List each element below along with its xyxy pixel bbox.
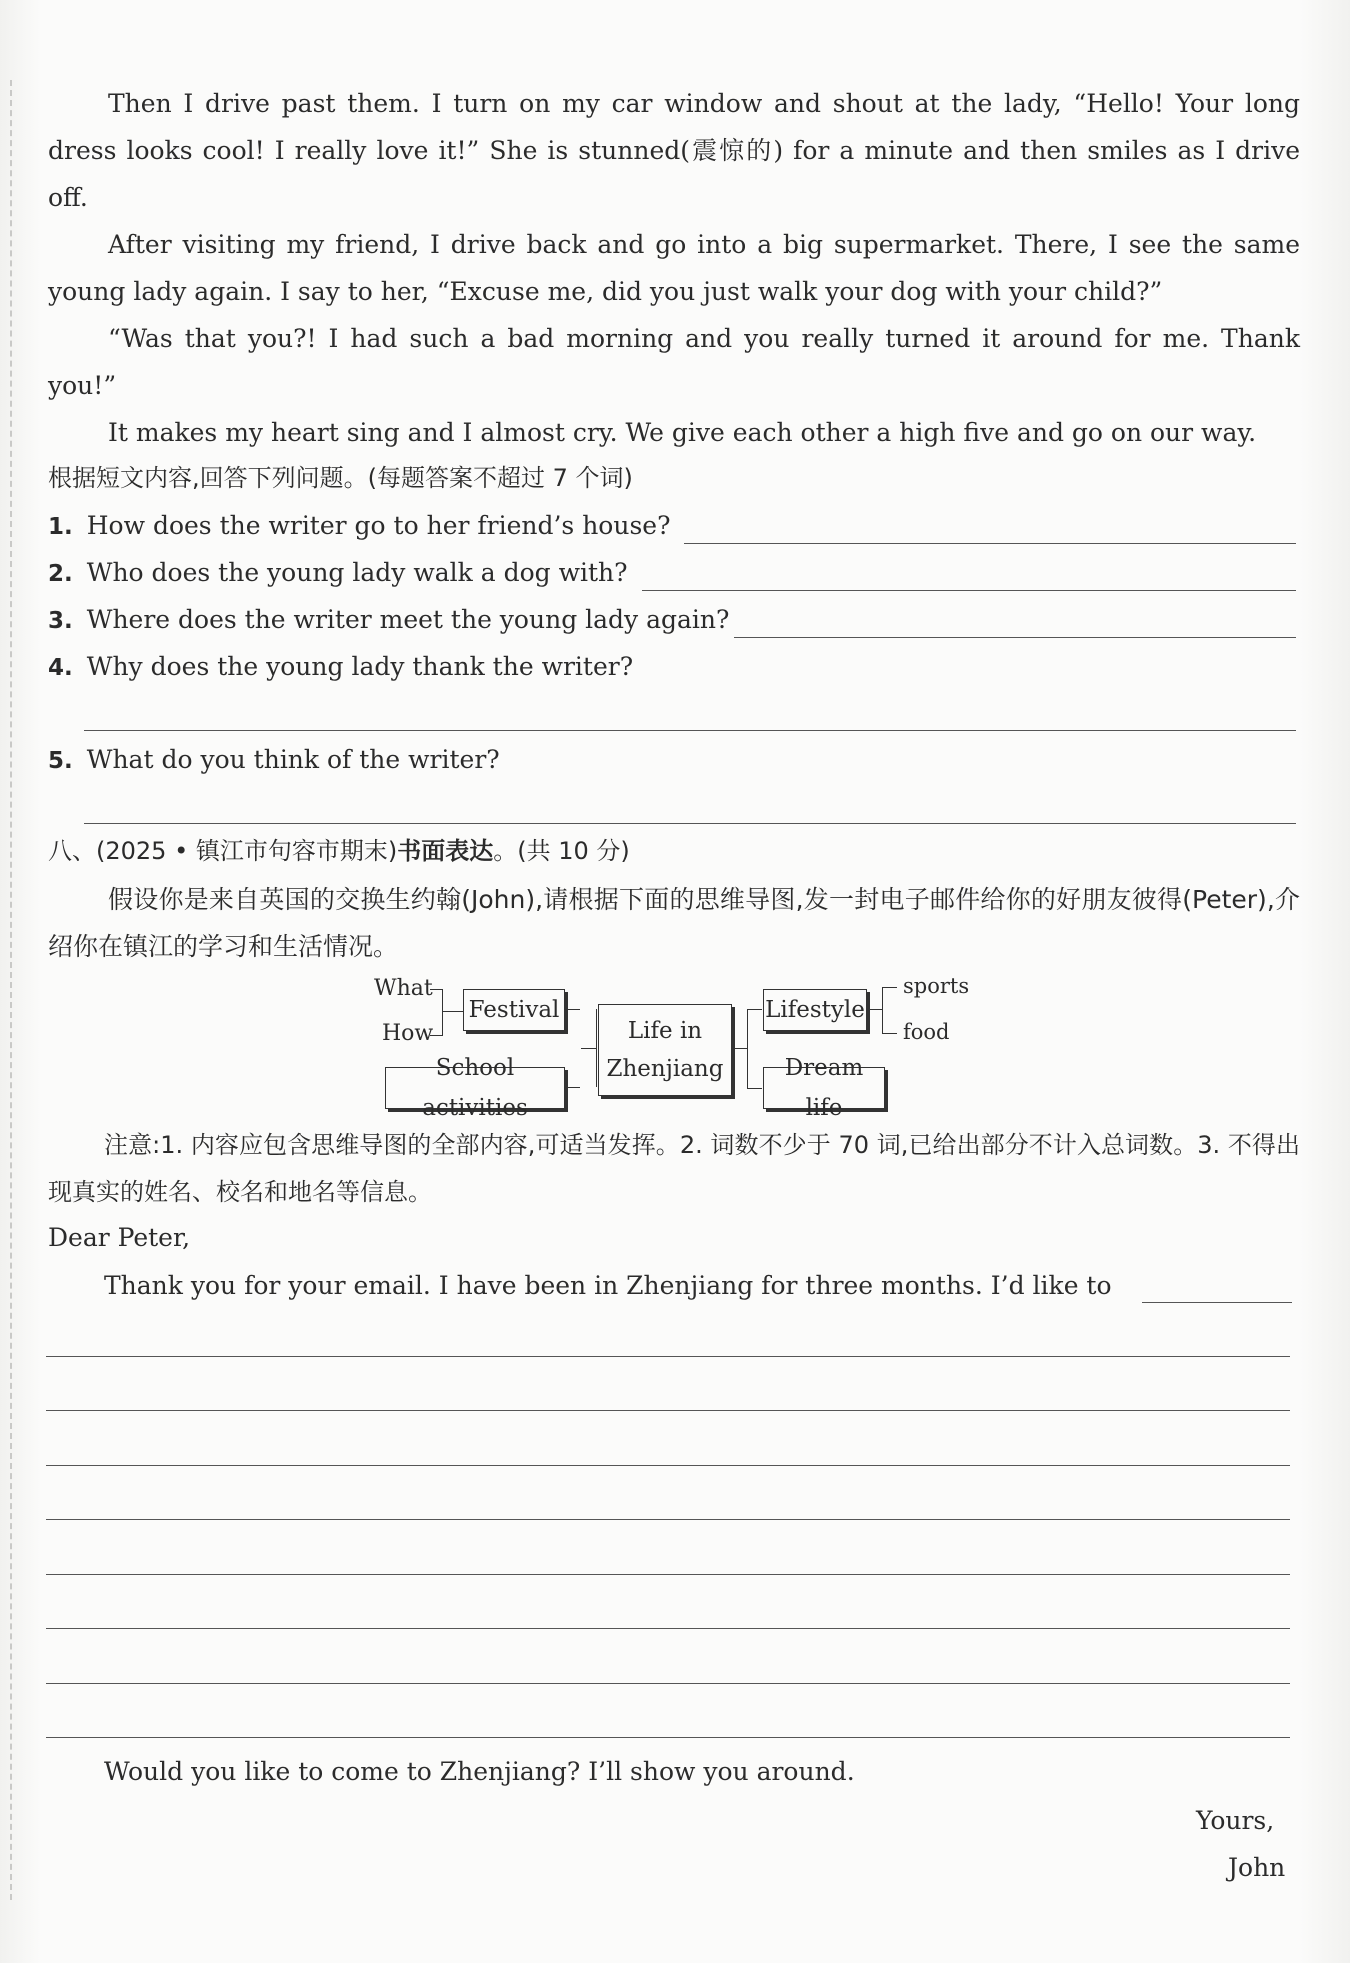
question-text: What do you think of the writer? xyxy=(86,745,500,774)
letter-signoff: Yours, xyxy=(1196,1806,1275,1835)
writing-prompt: 假设你是来自英国的交换生约翰(John),请根据下面的思维导图,发一封电子邮件给你的好朋友彼得(Peter),介绍你在镇江的学习和生活情况。 xyxy=(48,885,1300,961)
mindmap-what-label: What xyxy=(374,976,433,1001)
passage-paragraph-3: “Was that you?! I had such a bad morning and you really turned it around for me. Thank you!” xyxy=(48,324,1300,400)
letter-closing: Would you like to come to Zhenjiang? I’ll show you around. xyxy=(104,1757,855,1786)
letter-signature: John xyxy=(1228,1853,1286,1882)
bracket-connector xyxy=(443,1011,463,1012)
section-8-title: 书面表达 xyxy=(397,837,494,865)
writing-line-0[interactable] xyxy=(1142,1302,1292,1303)
center-line-2: Zhenjiang xyxy=(606,1056,724,1082)
writing-notes: 注意:1. 内容应包含思维导图的全部内容,可适当发挥。2. 词数不少于 70 词,已给出部分不计入总词数。3. 不得出现真实的姓名、校名和地名等信息。 xyxy=(48,1131,1300,1206)
writing-line-3[interactable] xyxy=(46,1465,1290,1466)
mindmap-school-activities-box: School activities xyxy=(385,1067,565,1109)
festival-connector xyxy=(566,1009,580,1010)
question-number: 2. xyxy=(48,561,73,587)
question-number: 3. xyxy=(48,608,73,634)
mindmap-how-label: How xyxy=(382,1021,434,1046)
center-line-1: Life in xyxy=(627,1018,703,1044)
school-connector xyxy=(566,1087,580,1088)
passage-paragraph-1: Then I drive past them. I turn on my car window and shout at the lady, “Hello! Your long dress looks cool! I really love it!” She is stunned(震惊的) for a minute and then smiles as I drive off. xyxy=(48,89,1300,212)
question-number: 5. xyxy=(48,748,73,774)
answer-line-2[interactable] xyxy=(642,590,1296,591)
question-text: Where does the writer meet the young lady again? xyxy=(86,605,730,634)
what-how-bracket xyxy=(430,989,443,1036)
answer-line-3[interactable] xyxy=(734,637,1296,638)
question-5 xyxy=(48,736,1300,785)
mindmap-food-label: food xyxy=(903,1020,950,1044)
question-text: How does the writer go to her friend’s house? xyxy=(86,511,671,540)
letter-salutation: Dear Peter, xyxy=(48,1223,191,1252)
question-4 xyxy=(48,643,1300,692)
question-text: Why does the young lady thank the writer? xyxy=(86,652,634,681)
writing-line-5[interactable] xyxy=(46,1574,1290,1575)
answer-line-4[interactable] xyxy=(84,730,1296,731)
question-number: 4. xyxy=(48,655,73,681)
writing-line-2[interactable] xyxy=(46,1410,1290,1411)
center-to-right-connector xyxy=(733,1048,747,1049)
mindmap-dream-life-box: Dream life xyxy=(763,1067,885,1109)
mindmap-sports-label: sports xyxy=(903,974,970,998)
writing-line-8[interactable] xyxy=(46,1737,1290,1738)
answer-line-5[interactable] xyxy=(84,823,1296,824)
question-number: 1. xyxy=(48,514,73,540)
section-8-heading xyxy=(48,828,1300,875)
left-to-center-connector xyxy=(581,1048,597,1049)
writing-line-1[interactable] xyxy=(46,1356,1290,1357)
writing-line-7[interactable] xyxy=(46,1683,1290,1684)
mindmap-lifestyle-box: Lifestyle xyxy=(763,989,867,1031)
lifestyle-connector xyxy=(868,1009,882,1010)
right-trunk xyxy=(747,1009,762,1089)
mindmap-center-box xyxy=(598,1004,732,1096)
question-text: Who does the young lady walk a dog with? xyxy=(86,558,628,587)
writing-line-6[interactable] xyxy=(46,1628,1290,1629)
left-trunk xyxy=(580,1009,597,1087)
letter-opening: Thank you for your email. I have been in Zhenjiang for three months. I’d like to xyxy=(104,1271,1112,1300)
section-8-source: 八、(2025 • 镇江市句容市期末) xyxy=(48,837,398,865)
passage-paragraph-4: It makes my heart sing and I almost cry. We give each other a high five and go on our way. xyxy=(108,418,1257,447)
binding-margin-line xyxy=(10,80,12,1900)
answer-line-1[interactable] xyxy=(684,543,1296,544)
section-8-points: 。(共 10 分) xyxy=(493,837,630,865)
writing-line-4[interactable] xyxy=(46,1519,1290,1520)
sports-food-bracket xyxy=(882,987,897,1034)
questions-instructions: 根据短文内容,回答下列问题。(每题答案不超过 7 个词) xyxy=(48,464,633,492)
mindmap-festival-box: Festival xyxy=(463,989,565,1031)
passage-paragraph-2: After visiting my friend, I drive back and go into a big supermarket. There, I see the same young lady again. I say to her, “Excuse me, did you just walk your dog with your child?” xyxy=(48,230,1300,306)
